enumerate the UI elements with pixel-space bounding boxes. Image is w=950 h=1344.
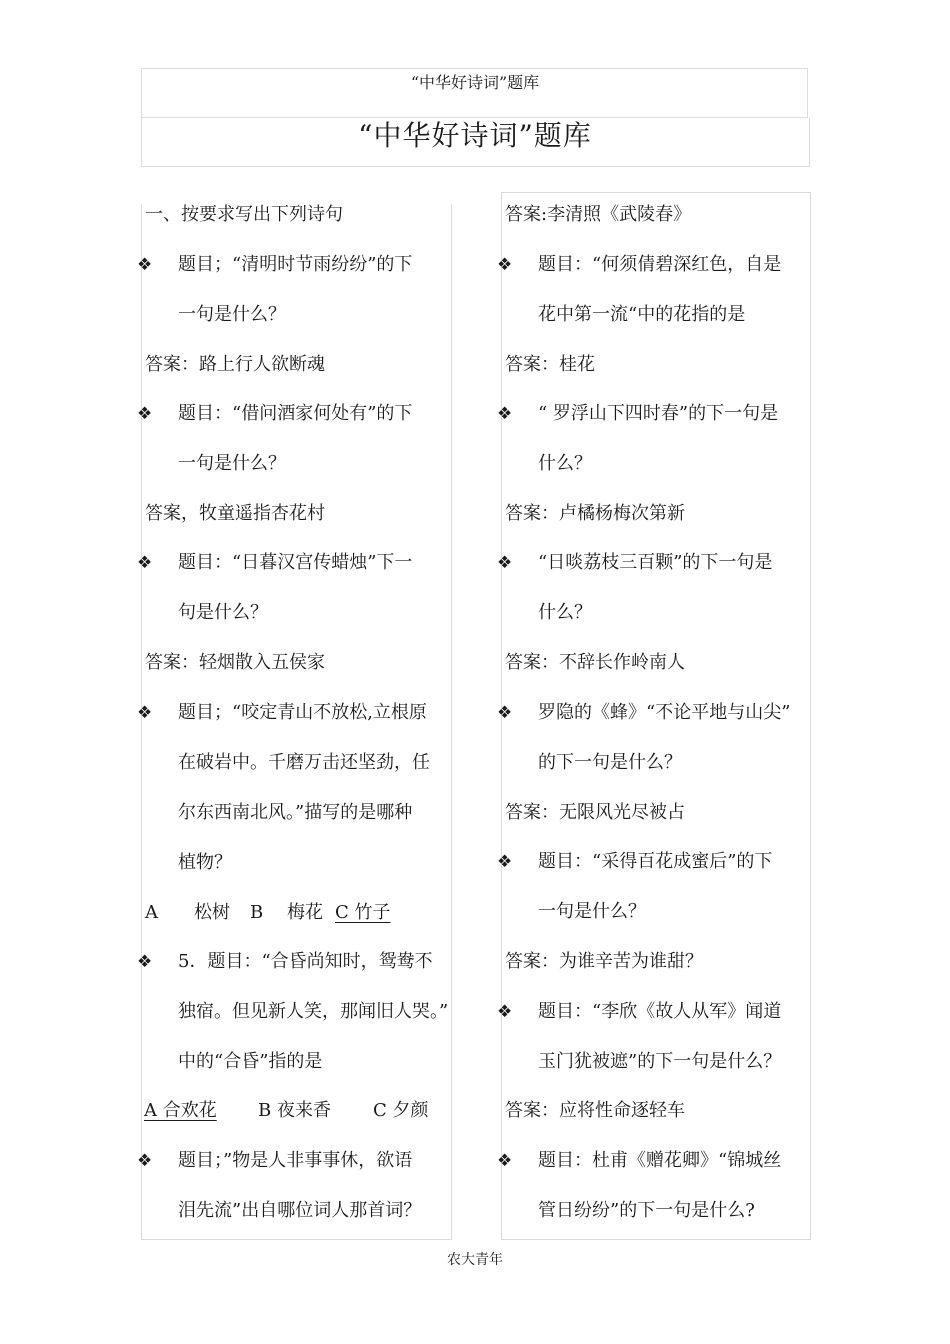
answer-line: 答案：路上行人欲断魂 xyxy=(145,354,325,375)
bullet-icon: ❖ xyxy=(137,404,153,424)
question-line: 花中第一流“中的花指的是 xyxy=(538,304,746,325)
question-line: 玉门犹被遮”的下一句是什么？ xyxy=(538,1051,782,1072)
question-line: 泪先流”出自哪位词人那首词？ xyxy=(178,1200,422,1221)
question-line: 题目：杜甫《赠花卿》“锦城丝 xyxy=(538,1150,782,1171)
option-b: B 梅花 xyxy=(250,902,323,923)
answer-line: 答案:李清照《武陵春》 xyxy=(505,204,692,225)
question-line: 的下一句是什么？ xyxy=(538,752,682,773)
question-line: 一句是什么？ xyxy=(538,901,646,922)
column-divider-left xyxy=(451,204,452,1240)
question-line: 题目：“李欣《故人从军》闻道 xyxy=(538,1001,782,1022)
bullet-icon: ❖ xyxy=(137,553,153,573)
page-footer: 农大青年 xyxy=(447,1252,503,1268)
bullet-icon: ❖ xyxy=(497,1002,513,1022)
question-line: 题目：“日暮汉宫传蜡烛”下一 xyxy=(178,552,413,573)
question-line: “ 罗浮山下四时春”的下一句是 xyxy=(538,403,779,424)
answer-line: 答案：卢橘杨梅次第新 xyxy=(505,503,685,524)
question-line: “日啖荔枝三百颗”的下一句是 xyxy=(538,552,773,573)
question-line: 题目：“何须倩碧深红色，自是 xyxy=(538,254,782,275)
answer-line: 答案：无限风光尽被占 xyxy=(505,802,685,823)
question-line: 什么？ xyxy=(538,602,592,623)
option-a-answer: A 合欢花 xyxy=(144,1100,217,1121)
question-line: 管日纷纷”的下一句是什么? xyxy=(538,1200,755,1221)
bullet-icon: ❖ xyxy=(497,553,513,573)
option-c-answer: C 竹子 xyxy=(335,902,391,923)
bullet-icon: ❖ xyxy=(497,1151,513,1171)
bullet-icon: ❖ xyxy=(497,404,513,424)
question-line: 一句是什么？ xyxy=(178,304,286,325)
bullet-icon: ❖ xyxy=(137,952,153,972)
right-column-border xyxy=(810,192,811,1240)
question-line: 句是什么？ xyxy=(178,602,268,623)
bullet-icon: ❖ xyxy=(137,1151,153,1171)
question-line: 一句是什么？ xyxy=(178,453,286,474)
option-a: A 松树 xyxy=(145,902,230,923)
question-line: 植物？ xyxy=(178,852,232,873)
bullet-icon: ❖ xyxy=(137,703,153,723)
bullet-icon: ❖ xyxy=(497,703,513,723)
question-line: 题目；“清明时节雨纷纷”的下 xyxy=(178,254,413,275)
answer-line: 答案，牧童遥指杏花村 xyxy=(145,503,325,524)
question-line: 什么？ xyxy=(538,453,592,474)
answer-line: 答案：应将性命逐轻车 xyxy=(505,1100,685,1121)
bullet-icon: ❖ xyxy=(497,255,513,275)
bullet-icon: ❖ xyxy=(497,852,513,872)
question-line: 在破岩中。千磨万击还坚劲，任 xyxy=(178,752,430,773)
question-line: 题目；“咬定青山不放松,立根原 xyxy=(178,702,427,723)
question-line: 题目：“借问酒家何处有”的下 xyxy=(178,403,413,424)
left-column-bottom-border xyxy=(141,1239,451,1240)
section-heading: 一、按要求写出下列诗句 xyxy=(145,204,343,225)
question-line: 罗隐的《蜂》“不论平地与山尖” xyxy=(538,702,791,723)
option-c: C 夕颜 xyxy=(373,1100,429,1121)
running-title: “中华好诗词”题库 xyxy=(410,73,540,92)
question-line: 尔东西南北风。”描写的是哪种 xyxy=(178,802,413,823)
page-title: “中华好诗词”题库 xyxy=(358,119,592,152)
answer-line: 答案：轻烟散入五侯家 xyxy=(145,652,325,673)
answer-line: 答案：不辞长作岭南人 xyxy=(505,652,685,673)
option-b: B 夜来香 xyxy=(258,1100,331,1121)
question-line: 题目：“采得百花成蜜后”的下 xyxy=(538,851,773,872)
answer-line: 答案：桂花 xyxy=(505,354,595,375)
answer-line: 答案：为谁辛苦为谁甜？ xyxy=(505,951,703,972)
bullet-icon: ❖ xyxy=(137,255,153,275)
question-line: 独宿。但见新人笑，那闻旧人哭。” xyxy=(178,1001,449,1022)
question-line: 中的“合昏”指的是 xyxy=(178,1051,323,1072)
question-line: 5．题目：“合昏尚知时，鸳鸯不 xyxy=(178,951,433,972)
right-column-bottom-border xyxy=(501,1239,811,1240)
question-line: 题目；”物是人非事事休，欲语 xyxy=(178,1150,413,1171)
